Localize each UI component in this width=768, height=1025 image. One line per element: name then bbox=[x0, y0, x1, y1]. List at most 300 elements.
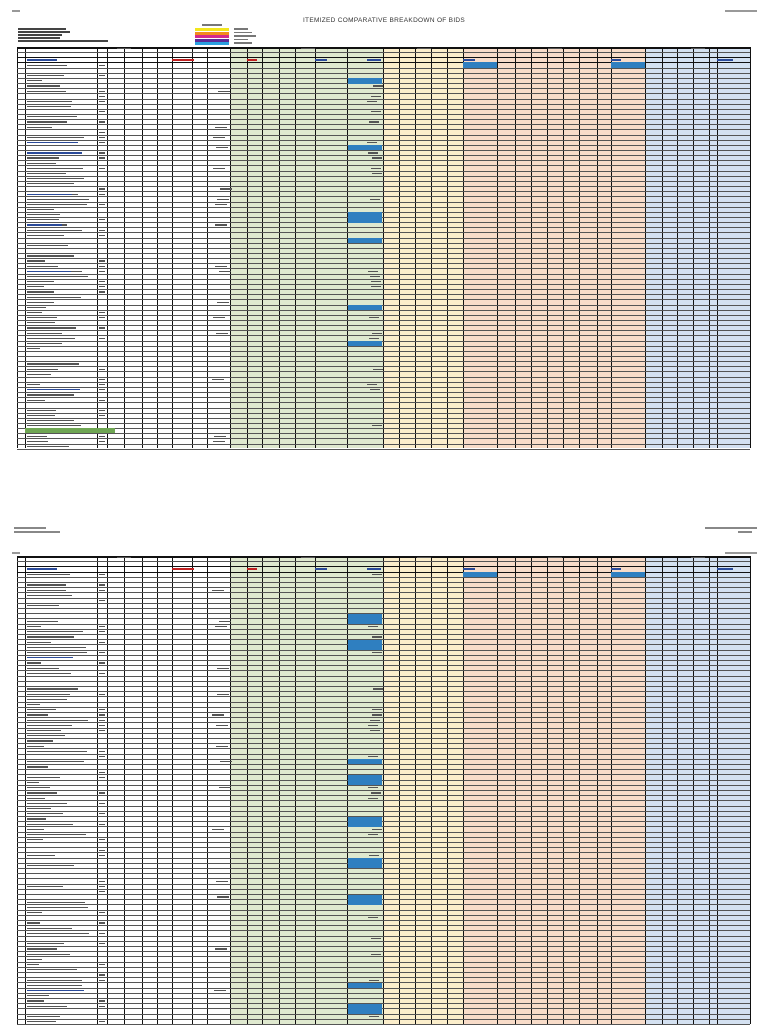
table-row bbox=[17, 582, 750, 583]
table-row bbox=[17, 335, 750, 336]
table-row bbox=[17, 227, 750, 228]
project-info-line bbox=[18, 31, 70, 33]
estimate-amount bbox=[217, 199, 229, 200]
item-unit bbox=[99, 803, 105, 804]
item-unit bbox=[99, 137, 105, 138]
table-row bbox=[17, 274, 750, 275]
item-description bbox=[27, 363, 79, 364]
table-row bbox=[17, 315, 750, 316]
estimate-amount bbox=[219, 271, 231, 272]
item-description bbox=[27, 824, 73, 825]
item-description bbox=[27, 907, 88, 908]
item-unit bbox=[99, 379, 105, 380]
table-row bbox=[17, 993, 750, 994]
table-row bbox=[17, 816, 750, 817]
table-row bbox=[17, 341, 750, 342]
item-unit bbox=[99, 389, 105, 390]
bid-amount bbox=[373, 85, 383, 86]
bidder-5-header bbox=[691, 557, 705, 558]
summary-value bbox=[611, 568, 621, 569]
table-row bbox=[17, 660, 750, 661]
item-unit bbox=[99, 194, 105, 195]
summary-value bbox=[247, 59, 257, 60]
item-unit bbox=[99, 168, 105, 169]
item-description bbox=[27, 235, 64, 236]
table-row bbox=[17, 691, 750, 692]
highlighted-bid-cell bbox=[348, 775, 382, 785]
item-description bbox=[27, 855, 55, 856]
highlighted-bid-cell bbox=[348, 640, 382, 650]
item-description bbox=[27, 829, 44, 830]
item-unit bbox=[99, 235, 105, 236]
estimate-amount bbox=[217, 694, 229, 695]
item-unit bbox=[99, 219, 105, 220]
item-unit bbox=[99, 75, 105, 76]
item-description bbox=[27, 333, 62, 334]
bid-amount bbox=[370, 276, 380, 277]
estimate-amount bbox=[213, 441, 225, 442]
summary-value bbox=[717, 59, 733, 60]
bid-amount bbox=[368, 798, 378, 799]
table-row bbox=[17, 920, 750, 921]
item-description bbox=[27, 933, 89, 934]
bid-amount bbox=[371, 954, 381, 955]
table-row bbox=[17, 676, 750, 677]
estimate-amount bbox=[216, 333, 228, 334]
highlighted-bid-cell bbox=[463, 62, 497, 67]
item-description bbox=[27, 178, 84, 179]
table-row bbox=[17, 707, 750, 708]
item-description bbox=[27, 699, 67, 700]
table-row bbox=[17, 248, 750, 249]
bid-amount bbox=[372, 425, 382, 426]
table-row bbox=[17, 1019, 750, 1020]
item-unit bbox=[99, 436, 105, 437]
summary-value bbox=[27, 568, 57, 569]
bid-amount bbox=[373, 688, 383, 689]
item-unit bbox=[99, 121, 105, 122]
legend-heading bbox=[202, 24, 222, 26]
estimate-amount bbox=[220, 188, 232, 189]
legend-swatch bbox=[195, 32, 229, 35]
table-row bbox=[17, 351, 750, 352]
column-divider bbox=[750, 556, 751, 1024]
document-title: ITEMIZED COMPARATIVE BREAKDOWN OF BIDS bbox=[302, 17, 466, 24]
item-description bbox=[27, 312, 42, 313]
item-description bbox=[27, 647, 86, 648]
table-row bbox=[17, 847, 750, 848]
item-unit bbox=[99, 974, 105, 975]
item-unit bbox=[99, 132, 105, 133]
item-unit bbox=[99, 772, 105, 773]
table-row bbox=[17, 738, 750, 739]
table-row bbox=[17, 160, 750, 161]
item-unit bbox=[99, 980, 105, 981]
table-row bbox=[17, 83, 750, 84]
section-heading bbox=[27, 224, 62, 225]
table-row bbox=[17, 712, 750, 713]
project-info-line bbox=[18, 28, 66, 30]
estimate-amount bbox=[219, 621, 231, 622]
item-unit bbox=[99, 709, 105, 710]
bid-amount bbox=[370, 720, 380, 721]
bid-amount bbox=[373, 369, 383, 370]
item-description bbox=[27, 584, 66, 585]
page-footer-right-text bbox=[705, 527, 757, 529]
section-heading bbox=[27, 990, 84, 991]
page-footer-right-text bbox=[738, 531, 752, 533]
legend-swatch bbox=[195, 28, 229, 31]
table-row bbox=[17, 842, 750, 843]
highlighted-bid-cell bbox=[348, 145, 382, 150]
table-row bbox=[17, 109, 750, 110]
estimate-amount bbox=[220, 761, 232, 762]
table-row bbox=[17, 263, 750, 264]
highlighted-bid-cell bbox=[611, 62, 645, 67]
table-row bbox=[17, 176, 750, 177]
item-description bbox=[27, 420, 74, 421]
highlighted-bid-cell bbox=[348, 614, 382, 624]
table-row bbox=[17, 780, 750, 781]
table-row bbox=[17, 408, 750, 409]
table-row bbox=[17, 806, 750, 807]
bid-amount bbox=[368, 917, 378, 918]
page-header-left-text bbox=[12, 552, 20, 554]
table-row bbox=[17, 915, 750, 916]
table-row bbox=[17, 577, 750, 578]
table-row bbox=[17, 243, 750, 244]
table-row bbox=[17, 186, 750, 187]
item-description bbox=[27, 327, 76, 328]
item-description bbox=[27, 163, 56, 164]
table-row bbox=[17, 743, 750, 744]
table-row bbox=[17, 371, 750, 372]
table-row bbox=[17, 52, 750, 53]
bid-amount bbox=[371, 286, 381, 287]
highlighted-bid-cell bbox=[348, 863, 382, 868]
item-unit bbox=[99, 230, 105, 231]
table-row bbox=[17, 956, 750, 957]
item-description bbox=[27, 173, 66, 174]
table-row bbox=[17, 962, 750, 963]
table-row bbox=[17, 852, 750, 853]
item-description bbox=[27, 673, 71, 674]
table-row bbox=[17, 238, 750, 239]
table-row bbox=[17, 361, 750, 362]
item-description bbox=[27, 720, 88, 721]
item-description bbox=[27, 384, 40, 385]
estimate-amount bbox=[212, 714, 224, 715]
item-unit bbox=[99, 891, 105, 892]
bid-amount bbox=[367, 101, 377, 102]
item-unit bbox=[99, 286, 105, 287]
table-row bbox=[17, 284, 750, 285]
table-row bbox=[17, 104, 750, 105]
page-footer-left-text bbox=[14, 531, 60, 533]
project-info-line bbox=[18, 37, 60, 39]
item-unit bbox=[99, 933, 105, 934]
item-description bbox=[27, 441, 48, 442]
table-row bbox=[17, 310, 750, 311]
item-description bbox=[27, 322, 55, 323]
item-unit bbox=[99, 600, 105, 601]
item-description bbox=[27, 761, 84, 762]
bid-amount bbox=[372, 636, 382, 637]
bid-amount bbox=[372, 574, 382, 575]
table-row bbox=[17, 930, 750, 931]
table-row bbox=[17, 222, 750, 223]
table-row bbox=[17, 99, 750, 100]
item-description bbox=[27, 199, 89, 200]
bid-amount bbox=[369, 855, 379, 856]
item-unit bbox=[99, 730, 105, 731]
item-description bbox=[27, 943, 64, 944]
item-description bbox=[27, 636, 74, 637]
item-unit bbox=[99, 96, 105, 97]
item-description bbox=[27, 266, 58, 267]
bid-amount bbox=[369, 1016, 379, 1017]
bid-amount bbox=[371, 938, 381, 939]
item-description bbox=[27, 425, 81, 426]
item-unit bbox=[99, 312, 105, 313]
bid-amount bbox=[369, 338, 379, 339]
table-row bbox=[17, 925, 750, 926]
highlighted-bid-cell bbox=[348, 817, 382, 827]
item-description bbox=[27, 886, 63, 887]
summary-value bbox=[367, 59, 381, 60]
table-row bbox=[17, 325, 750, 326]
item-description bbox=[27, 343, 62, 344]
item-description bbox=[27, 245, 68, 246]
summary-value bbox=[611, 59, 621, 60]
highlighted-bid-cell bbox=[611, 572, 645, 577]
item-unit bbox=[99, 694, 105, 695]
page-header-right-text bbox=[725, 552, 757, 554]
bid-amount bbox=[372, 714, 382, 715]
section-heading bbox=[27, 389, 80, 390]
item-description bbox=[27, 168, 83, 169]
summary-value bbox=[463, 568, 475, 569]
item-description bbox=[27, 902, 85, 903]
item-unit bbox=[99, 157, 105, 158]
highlighted-item-row bbox=[25, 428, 115, 433]
item-description bbox=[27, 813, 63, 814]
bid-amount bbox=[370, 199, 380, 200]
table-row bbox=[17, 78, 750, 79]
section-heading bbox=[27, 271, 71, 272]
item-description bbox=[27, 751, 87, 752]
item-unit bbox=[99, 574, 105, 575]
table-row bbox=[17, 1003, 750, 1004]
item-unit bbox=[99, 384, 105, 385]
item-description bbox=[27, 214, 60, 215]
bidder-4-header bbox=[548, 557, 562, 558]
table-row bbox=[17, 145, 750, 146]
bid-amount bbox=[368, 271, 378, 272]
item-description bbox=[27, 735, 65, 736]
table-row bbox=[17, 196, 750, 197]
table-row bbox=[17, 863, 750, 864]
item-description bbox=[27, 834, 86, 835]
section-heading bbox=[27, 657, 73, 658]
item-unit bbox=[99, 714, 105, 715]
table-row bbox=[17, 392, 750, 393]
table-row bbox=[17, 733, 750, 734]
item-description bbox=[27, 255, 74, 256]
estimate-amount bbox=[216, 746, 228, 747]
table-row bbox=[17, 873, 750, 874]
highlighted-bid-cell bbox=[348, 895, 382, 905]
table-row bbox=[17, 587, 750, 588]
item-unit bbox=[99, 111, 105, 112]
bid-amount bbox=[372, 652, 382, 653]
estimate-amount bbox=[215, 204, 227, 205]
item-description bbox=[27, 714, 48, 715]
item-description bbox=[27, 839, 43, 840]
estimate-amount bbox=[212, 829, 224, 830]
bid-amount bbox=[368, 787, 378, 788]
table-row bbox=[17, 728, 750, 729]
table-row bbox=[17, 561, 750, 562]
estimate-amount bbox=[218, 91, 230, 92]
table-row bbox=[17, 608, 750, 609]
item-description bbox=[27, 127, 52, 128]
table-row bbox=[17, 135, 750, 136]
item-description bbox=[27, 964, 39, 965]
bidder-5-header bbox=[691, 48, 705, 49]
project-info-line bbox=[18, 40, 108, 42]
bid-amount bbox=[370, 389, 380, 390]
section-heading bbox=[27, 142, 78, 143]
section-heading bbox=[27, 194, 72, 195]
page-header-right-text bbox=[725, 10, 757, 12]
item-unit bbox=[99, 922, 105, 923]
table-row bbox=[17, 279, 750, 280]
project-info-line bbox=[18, 34, 62, 36]
estimate-amount bbox=[214, 990, 226, 991]
bid-amount bbox=[368, 834, 378, 835]
table-row bbox=[17, 686, 750, 687]
bid-amount bbox=[368, 152, 378, 153]
table-row bbox=[17, 977, 750, 978]
table-row bbox=[17, 207, 750, 208]
estimate-amount bbox=[216, 881, 228, 882]
table-row bbox=[17, 217, 750, 218]
bid-amount bbox=[372, 173, 382, 174]
table-row bbox=[17, 129, 750, 130]
bid-amount bbox=[372, 333, 382, 334]
item-unit bbox=[99, 720, 105, 721]
table-row bbox=[17, 433, 750, 434]
item-description bbox=[27, 307, 46, 308]
bid-amount bbox=[371, 96, 381, 97]
table-row bbox=[17, 320, 750, 321]
table-row bbox=[17, 598, 750, 599]
table-row bbox=[17, 413, 750, 414]
bidder-1-header bbox=[117, 557, 131, 558]
item-description bbox=[27, 818, 46, 819]
item-description bbox=[27, 75, 64, 76]
table-row bbox=[17, 988, 750, 989]
table-row bbox=[17, 191, 750, 192]
item-description bbox=[27, 922, 40, 923]
item-description bbox=[27, 642, 51, 643]
page-footer-left-text bbox=[14, 527, 46, 529]
estimate-amount bbox=[216, 147, 228, 148]
table-row bbox=[17, 119, 750, 120]
item-description bbox=[27, 631, 83, 632]
item-description bbox=[27, 415, 55, 416]
table-row bbox=[17, 124, 750, 125]
bid-amount bbox=[371, 792, 381, 793]
highlighted-bid-cell bbox=[348, 305, 382, 310]
table-row bbox=[17, 232, 750, 233]
bid-amount bbox=[368, 756, 378, 757]
item-unit bbox=[99, 662, 105, 663]
bid-amount bbox=[369, 980, 379, 981]
item-unit bbox=[99, 1006, 105, 1007]
legend-label bbox=[234, 28, 248, 30]
estimate-amount bbox=[219, 787, 231, 788]
table-row bbox=[17, 57, 750, 58]
item-description bbox=[27, 157, 59, 158]
estimate-amount bbox=[217, 896, 229, 897]
bidder-2-header bbox=[301, 48, 315, 49]
table-row bbox=[17, 821, 750, 822]
item-unit bbox=[99, 813, 105, 814]
table-row bbox=[17, 650, 750, 651]
table-row bbox=[17, 894, 750, 895]
table-row bbox=[17, 258, 750, 259]
item-unit bbox=[99, 369, 105, 370]
item-unit bbox=[99, 886, 105, 887]
item-description bbox=[27, 704, 40, 705]
bid-amount bbox=[370, 730, 380, 731]
table-row bbox=[17, 722, 750, 723]
table-row bbox=[17, 868, 750, 869]
item-unit bbox=[99, 338, 105, 339]
table-row bbox=[17, 655, 750, 656]
table-row bbox=[17, 754, 750, 755]
estimate-amount bbox=[212, 379, 224, 380]
bid-amount bbox=[371, 281, 381, 282]
estimate-amount bbox=[215, 266, 227, 267]
item-unit bbox=[99, 317, 105, 318]
item-description bbox=[27, 1000, 44, 1001]
table-row bbox=[17, 899, 750, 900]
table-row bbox=[17, 402, 750, 403]
item-description bbox=[27, 281, 54, 282]
table-row bbox=[17, 702, 750, 703]
table-row bbox=[17, 449, 750, 450]
item-unit bbox=[99, 400, 105, 401]
item-description bbox=[27, 740, 53, 741]
bid-comparison-table bbox=[17, 47, 750, 448]
bidder-4-header bbox=[548, 48, 562, 49]
item-description bbox=[27, 121, 67, 122]
item-description bbox=[27, 808, 51, 809]
table-row bbox=[17, 644, 750, 645]
table-row bbox=[17, 73, 750, 74]
legend-label bbox=[234, 42, 252, 44]
estimate-amount bbox=[214, 436, 226, 437]
item-description bbox=[27, 688, 78, 689]
table-row bbox=[17, 253, 750, 254]
table-row bbox=[17, 592, 750, 593]
item-description bbox=[27, 725, 72, 726]
bid-amount bbox=[367, 384, 377, 385]
estimate-amount bbox=[215, 626, 227, 627]
